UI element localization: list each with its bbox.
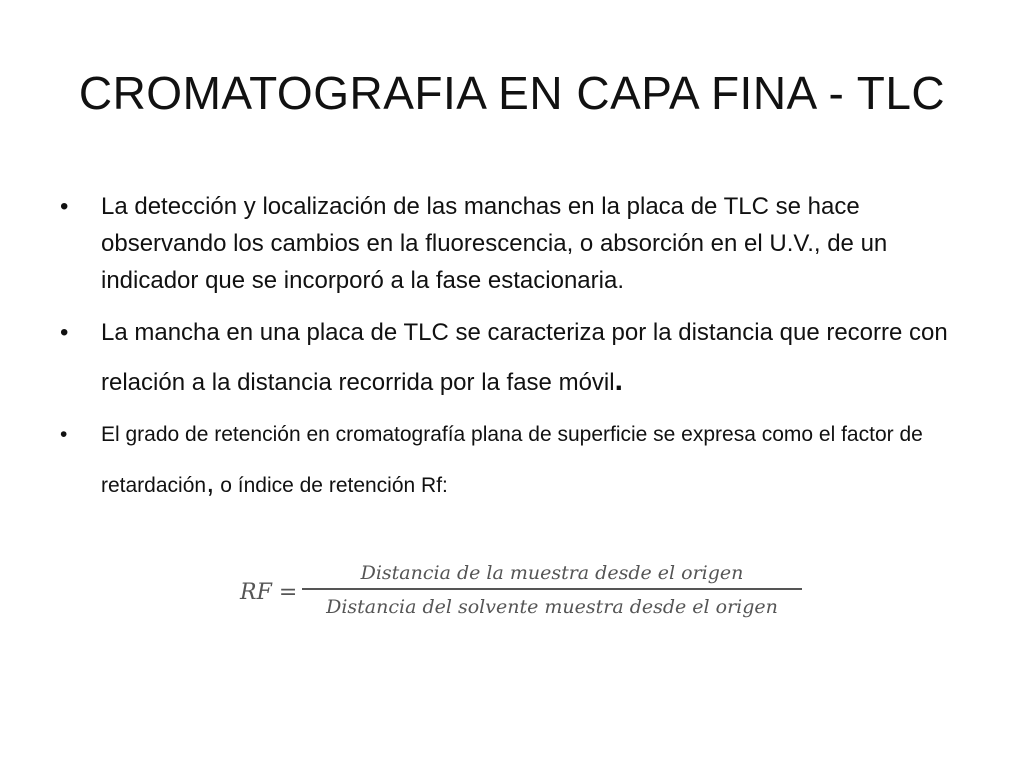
bullet-text: La detección y localización de las manchas en la placa de TLC se hace observando los cambios en la fluorescencia, o absorción en el U.V., de un indicador que se incorporó a la fase estacionaria.	[101, 193, 888, 294]
bullet-dot-icon: •	[60, 193, 69, 220]
formula-numerator: Distancia de la muestra desde el origen	[360, 562, 744, 584]
bullet-item	[60, 411, 960, 510]
formula-fraction	[302, 558, 802, 622]
bullet-text: La mancha en una placa de TLC se caracteriza por la distancia que recorre con relación a la distancia recorrida por la fase móvil	[101, 319, 948, 396]
bullet-text-continued: o índice de retención Rf:	[214, 474, 448, 497]
bullet-trailing-period: .	[614, 364, 623, 397]
bullet-dot-icon: •	[60, 319, 69, 346]
bullet-list	[60, 188, 960, 510]
bullet-item	[60, 188, 960, 299]
bullet-text: El grado de retención en cromatografía plana de superficie se expresa como el factor de retardación	[101, 423, 923, 497]
bullet-item	[60, 309, 960, 407]
formula-denominator: Distancia del solvente muestra desde el origen	[326, 596, 778, 618]
fraction-bar	[302, 588, 802, 590]
formula-lhs: RF =	[240, 580, 298, 605]
rf-formula	[236, 558, 836, 628]
slide-title: CROMATOGRAFIA EN CAPA FINA - TLC	[78, 67, 946, 119]
bullet-comma: ,	[206, 466, 215, 499]
bullet-dot-icon: •	[60, 423, 68, 446]
